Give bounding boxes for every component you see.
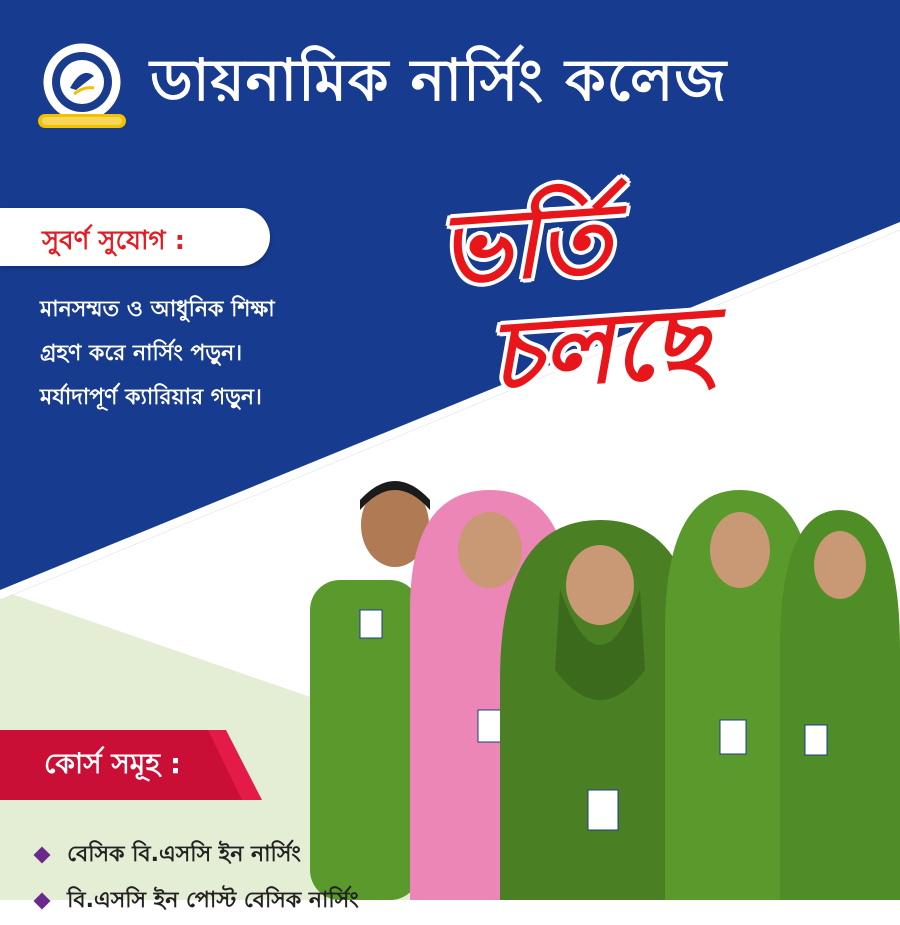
college-emblem-icon [36, 38, 128, 136]
college-title: ডায়নামিক নার্সিং কলেজ [150, 46, 728, 114]
headline-line-2: চলছে [485, 284, 714, 413]
admission-headline [430, 170, 850, 413]
headline-line-1: ভর্তি [435, 181, 615, 306]
list-item [36, 878, 556, 924]
courses-heading: কোর্স সমূহ : [44, 747, 182, 780]
course-label: বি.এসসি ইন পোস্ট বেসিক নার্সিং [67, 888, 359, 913]
promo-line-1: মানসম্মত ও আধুনিক শিক্ষা [40, 297, 275, 322]
course-list [36, 832, 556, 924]
diamond-bullet-icon [34, 846, 51, 863]
student-5 [780, 510, 900, 900]
diamond-bullet-icon [34, 892, 51, 909]
list-item [36, 832, 556, 878]
golden-opportunity-pill [0, 208, 270, 266]
golden-opportunity-label: সুবর্ণ সুযোগ : [42, 226, 186, 256]
promo-line-3: মর্যাদাপূর্ণ ক্যারিয়ার গড়ুন। [40, 385, 262, 410]
promo-line-2: গ্রহণ করে নার্সিং পড়ুন। [40, 341, 243, 366]
promo-text [40, 288, 400, 420]
course-label: বেসিক বি.এসসি ইন নার্সিং [67, 842, 301, 867]
